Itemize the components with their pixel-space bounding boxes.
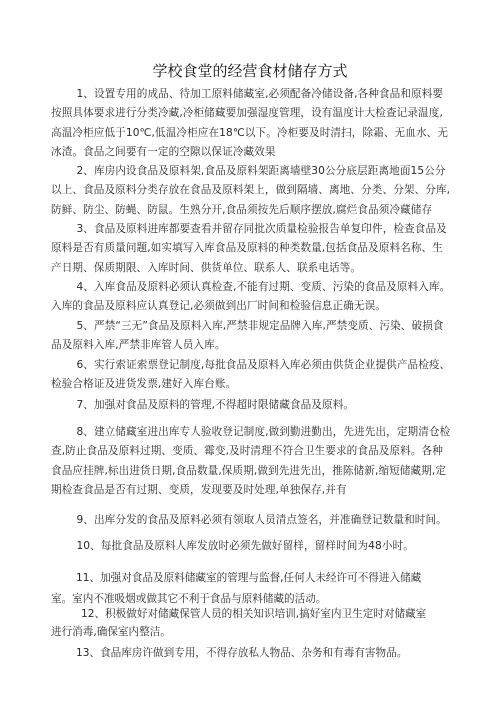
paragraph-8: 8、建立储藏室进出库专人验收登记制度,做到勤进勤出，先进先出，定期清仓检查,防止食品及原料过期、变质、霉变,及时清理不符合卫生要求的食品及原料。各种食品应挂牌,标出进货日期,食品数量,保质期,做到先进先出，推陈储新,缩短储藏期,定期检查食品是否有过期、变质，发现要及时处理,单独保存,并有 [51,426,451,497]
paragraph-13: 13、食品库房许做到专用，不得存放私人物品、杂务和有毒有害物品。 [76,647,408,659]
paragraph-1: 1、设置专用的成品、待加工原料储藏室,必须配备冷储设备,各种食品和原料要按照具体要求进行分类冷藏,冷柜储藏要加强湿度管理，设有温度计大检查记录温度,高温冷柜应低于10℃,低温冷柜应在18℃以下。冷柜要及时清扫，除霜、无血水、无冰渣。食品之间要有一定的空隙以保证冷藏效果 [51,88,449,159]
paragraph-12-line-2: 进行消毒,确保室内整洁。 [51,626,171,638]
paragraph-7: 7、加强对食品及原料的管理,不得超时限储藏食品及原料。 [76,399,355,411]
paragraph-11-line-1: 11、加强对食品及原料储藏室的管理与监督,任何人未经许可不得进入储藏 [76,572,422,584]
document-title: 学校食堂的经营食材储存方式 [152,62,348,80]
paragraph-6: 6、实行索证索票登记制度,每批食品及原料入库必须由供货企业提供产品检疫、检验合格证及进货发票,建好入库台账。 [51,359,451,391]
paragraph-12-line-1: 12、积极做好对储藏保管人员的相关知识培训,搞好室内卫生定时对储藏室 [81,608,427,620]
paragraph-4: 4、入库食品及原料必须认真检查,不能有过期、变质、污染的食品及原料入库。入库的食品及原料应认真登记,必须做到出厂时间和检验信息正确无误。 [51,281,451,313]
paragraph-2: 2、库房内设食品及原料架,食品及原料架距离墙壁30公分底层距离地面15公分以上、食品及原料分类存放在食品及原料架上，做到隔墙、离地、分类、分架、分库,防鲜、防尘、防蝇、防鼠。生熟分开,食品须按先后顺序摆放,腐烂食品须冷藏储存 [51,165,451,216]
paragraph-5: 5、严禁“三无”食品及原料入库,严禁非规定品牌入库,严禁变质、污染、破损食品及原料入库,严禁非库管人员入库。 [51,320,444,352]
paragraph-11-line-2: 室。室内不准吸烟或做其它不利于食品与原料储藏的活动。 [51,593,327,605]
paragraph-10: 10、每批食品及原料人库发放时必须先做好留样，留样时间为48小时。 [76,540,414,552]
paragraph-3: 3、食品及原料进库都要查看并留存同批次质量检验报告单复印件，检查食品及原料是否有质量问题,如实填写入库食品及原料的种类数量,包括食品及原料名称、生产日期、保质期限、入库时间、供货单位、联系人、联系电话等。 [51,223,447,274]
paragraph-9: 9、出库分发的食品及原料必须有领取人员清点签名，并准确登记数量和时间。 [76,514,447,526]
